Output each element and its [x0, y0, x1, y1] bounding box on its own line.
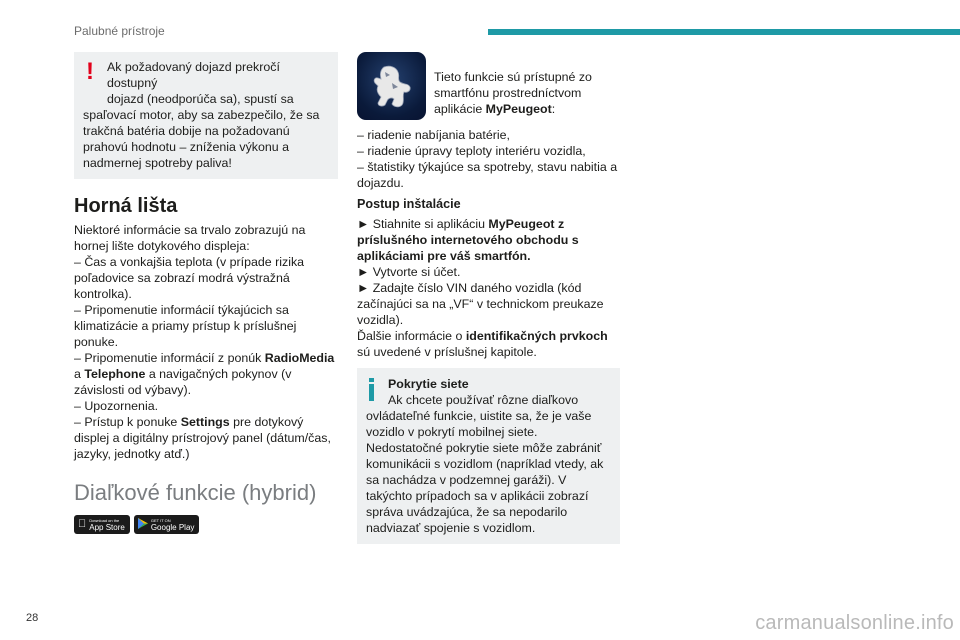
- item3-text-c: a: [74, 367, 85, 381]
- warning-text-rest: spaľovací motor, aby sa zabezpečilo, že sa trakčná batéria dobije na požadovanú prahovú hodnotu – zníženia výkonu a nadmernej spotreby paliva!: [83, 108, 320, 170]
- feature-2: – riadenie úpravy teploty interiéru vozidla,: [357, 144, 586, 158]
- watermark: carmanualsonline.info: [755, 612, 954, 634]
- item5-settings: Settings: [180, 415, 230, 429]
- app-store-big-text: App Store: [81, 522, 117, 532]
- play-icon: [138, 518, 148, 532]
- heading-installation: Postup inštalácie: [357, 197, 461, 211]
- item5-text-a: – Prístup k ponuke: [74, 415, 181, 429]
- page-number: 28: [26, 612, 39, 624]
- warning-box: [74, 52, 338, 179]
- apple-icon: [78, 519, 86, 530]
- top-bar-item-5: [74, 414, 338, 462]
- info-line-1: Ak chcete používať rôzne diaľkovo: [388, 393, 579, 407]
- top-bar-intro: Niektoré informácie sa trvalo zobrazujú na hornej lište dotykového displeja:: [74, 223, 306, 253]
- item5-text-c: pre dotykový displej a digitálny prístrojový panel (dátum/čas, jazyky, jednotky atď.): [74, 415, 331, 461]
- mypeugeot-app-icon: [357, 52, 426, 120]
- header-section-title: Palubné prístroje: [74, 24, 165, 38]
- app-text-a: Tieto funkcie sú prístupné zo smartfónu prostredníctvom aplikácie: [434, 70, 592, 116]
- info-text-rest: ovládateľné funkcie, uistite sa, že je vaše vozidlo v pokrytí mobilnej siete. Nedostatočné pokrytie siete môže zabrániť komunikácii s vozidlom (napríklad vtedy, ak sa nachádza v podzemnej garáži). V takýchto prípadoch sa v aplikácii zobrazí správa uvádzajúca, že sa nepodarilo nadviazať spojenie s vozidlom.: [366, 409, 604, 535]
- item3-radiomedia: RadioMedia: [264, 351, 335, 365]
- install-step-3: ► Zadajte číslo VIN daného vozidla (kód začínajúci sa na „VF“ v technickom preukaze vozidla).: [357, 281, 604, 327]
- feature-3: – štatistiky týkajúce sa spotreby, stavu nabitia a dojazdu.: [357, 160, 618, 190]
- heading-remote-functions: Diaľkové funkcie (hybrid): [74, 480, 317, 505]
- heading-top-bar: Horná lišta: [74, 195, 178, 217]
- app-text-c: :: [551, 102, 556, 116]
- item3-text-a: – Pripomenutie informácií z ponúk: [74, 351, 265, 365]
- warning-line-1: Ak požadovaný dojazd prekročí dostupný: [107, 60, 280, 90]
- more-identification: identifikačných prvkoch: [465, 329, 608, 343]
- google-play-badge[interactable]: [134, 515, 200, 534]
- top-bar-item-4: – Upozornenia.: [74, 399, 159, 413]
- item3-text-e: a navigačných pokynov (v závislosti od výbavy).: [74, 367, 292, 397]
- app-store-small-text: Download on the: [81, 517, 112, 523]
- header-accent-bar: [488, 29, 960, 35]
- info-title: Pokrytie siete: [388, 377, 469, 391]
- item3-telephone: Telephone: [84, 367, 146, 381]
- install-step-1: [357, 216, 620, 264]
- top-bar-item-3: [74, 350, 338, 398]
- step1-text-a: ► Stiahnite si aplikáciu: [357, 217, 489, 231]
- install-step-2: ► Vytvorte si účet.: [357, 265, 461, 279]
- feature-1: – riadenie nabíjania batérie,: [357, 128, 510, 142]
- exclamation-icon: !: [86, 58, 94, 85]
- info-icon: [369, 378, 374, 400]
- app-intro-text: [434, 52, 620, 120]
- info-box-network: [357, 368, 620, 544]
- app-name-mypeugeot: MyPeugeot: [485, 102, 552, 116]
- peugeot-lion-icon: [370, 63, 414, 109]
- warning-line-2: dojazd (neodporúča sa), spustí sa: [107, 92, 294, 106]
- step1-text-b: MyPeugeot z príslušného internetového obchodu s aplikáciami pre váš smartfón.: [357, 217, 579, 263]
- store-badges: [74, 515, 338, 534]
- more-text-a: Ďalšie informácie o: [357, 329, 466, 343]
- google-play-small-text: GET IT ON: [142, 517, 163, 523]
- right-column: [357, 52, 620, 544]
- app-store-badge[interactable]: [74, 515, 130, 534]
- more-info: [357, 328, 620, 360]
- more-text-c: sú uvedené v príslušnej kapitole.: [357, 345, 537, 359]
- google-play-big-text: Google Play: [142, 522, 187, 532]
- top-bar-item-1: – Čas a vonkajšia teplota (v prípade rizika poľadovice sa zobrazí modrá výstražná kontrolka).: [74, 255, 305, 301]
- top-bar-item-2: – Pripomenutie informácií týkajúcich sa klimatizácie a priamy prístup k príslušnej ponuke.: [74, 303, 297, 349]
- left-column: [74, 52, 338, 534]
- app-intro-row: [357, 52, 620, 120]
